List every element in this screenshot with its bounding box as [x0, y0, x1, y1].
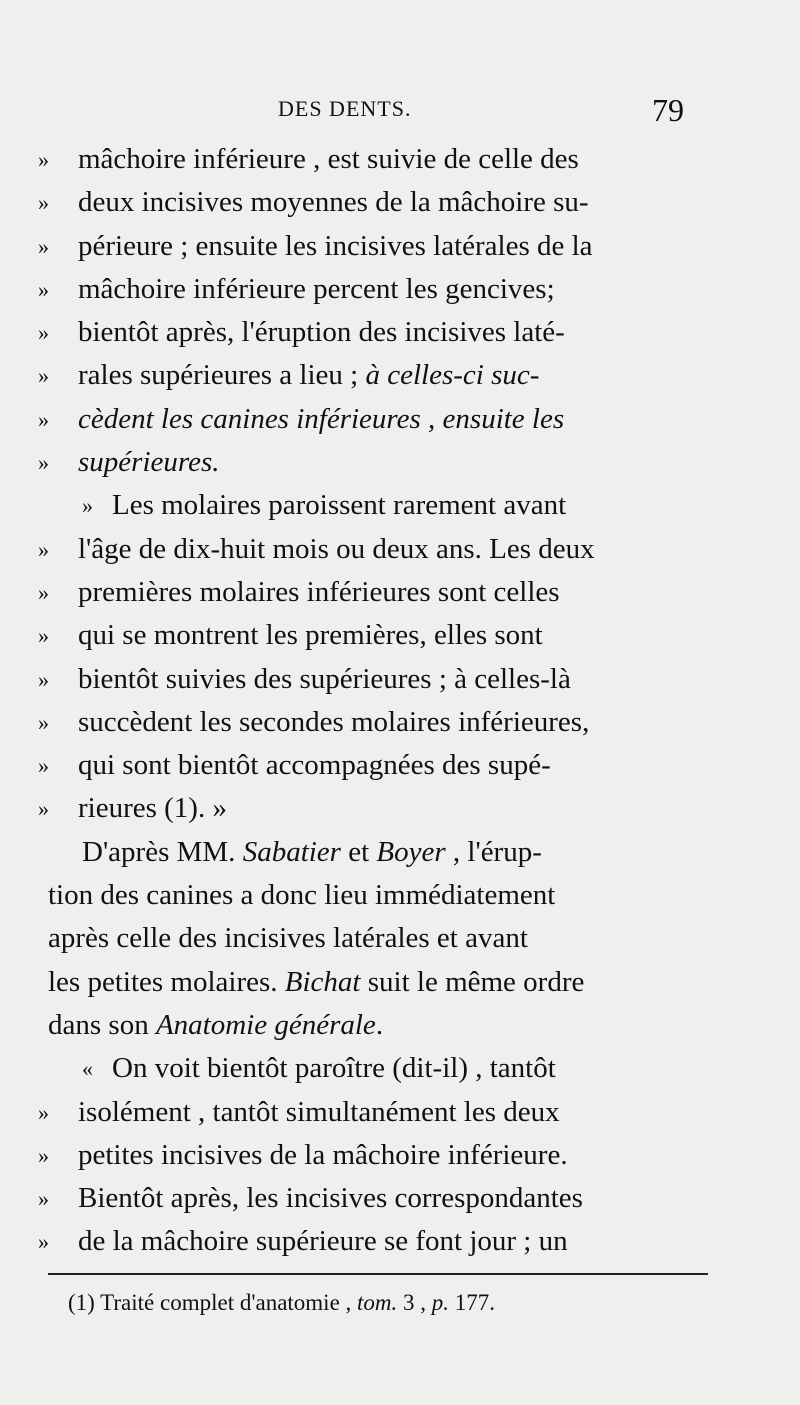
footnote — [68, 1290, 495, 1316]
text-segment: suit le même ordre — [360, 965, 585, 998]
footnote-suffix: 177. — [449, 1290, 496, 1315]
text-line — [0, 1047, 800, 1090]
text-segment: et — [340, 835, 377, 868]
line-text — [112, 484, 566, 527]
italic-segment: Bichat — [284, 965, 361, 998]
line-text — [78, 744, 551, 787]
footnote-rule — [48, 1273, 708, 1275]
text-line — [0, 787, 800, 830]
page-number: 79 — [652, 92, 684, 128]
text-segment: Bientôt après, les incisives correspondantes — [78, 1182, 583, 1215]
text-line — [0, 484, 800, 527]
running-head — [0, 92, 800, 132]
text-segment: . — [375, 1008, 384, 1041]
line-text — [78, 528, 595, 571]
text-line — [0, 138, 800, 181]
text-segment: deux incisives moyennes de la mâchoire su- — [78, 186, 589, 219]
line-text — [82, 831, 542, 874]
quote-mark: » — [38, 1142, 49, 1168]
quote-mark: » — [82, 493, 93, 519]
text-line — [0, 1134, 800, 1177]
quote-mark: » — [38, 753, 49, 779]
quote-mark: » — [38, 276, 49, 302]
italic-segment: à celles-ci suc- — [365, 359, 540, 392]
footnote-tom: tom. — [357, 1290, 398, 1315]
line-text — [78, 441, 220, 484]
line-text — [48, 917, 528, 960]
text-segment: petites incisives de la mâchoire inférieure. — [78, 1138, 568, 1171]
quote-mark: » — [38, 666, 49, 692]
line-text — [78, 658, 571, 701]
text-segment: mâchoire inférieure percent les gencives; — [78, 272, 555, 305]
text-segment: mâchoire inférieure , est suivie de celle des — [78, 143, 579, 175]
text-segment: après celle des incisives latérales et avant — [48, 922, 528, 955]
text-line — [0, 441, 800, 484]
line-text — [78, 787, 227, 830]
line-text — [48, 1004, 383, 1047]
text-segment: Les molaires paroissent rarement avant — [112, 489, 567, 522]
line-text — [78, 398, 564, 441]
quote-mark: » — [38, 320, 49, 346]
text-segment: succèdent les secondes molaires inférieures, — [78, 705, 590, 738]
running-title: DES DENTS. — [278, 96, 412, 121]
line-text — [78, 225, 593, 268]
quote-mark: » — [38, 536, 49, 562]
text-line — [0, 701, 800, 744]
line-text — [78, 268, 555, 311]
quote-mark: » — [38, 190, 49, 216]
line-text — [78, 1091, 560, 1134]
italic-segment: Anatomie générale — [155, 1008, 376, 1041]
text-segment: qui se montrent les premières, elles sont — [78, 619, 543, 652]
footnote-p: p. — [431, 1290, 450, 1315]
line-text — [78, 1134, 568, 1177]
footnote-prefix: (1) Traité complet d'anatomie , — [68, 1290, 358, 1315]
text-segment: les petites molaires. — [48, 965, 285, 998]
text-segment: de la mâchoire supérieure se font jour ; un — [78, 1225, 568, 1258]
text-line — [0, 744, 800, 787]
quote-mark: » — [38, 579, 49, 605]
text-line — [0, 181, 800, 224]
italic-segment: cèdent les canines inférieures , ensuite les — [78, 402, 565, 435]
text-line — [0, 1220, 800, 1263]
text-line — [0, 831, 800, 874]
text-line — [0, 961, 800, 1004]
text-line — [0, 1091, 800, 1134]
text-segment: tion des canines a donc lieu immédiatement — [48, 879, 556, 912]
quote-mark: » — [38, 450, 49, 476]
text-line — [0, 311, 800, 354]
text-line — [0, 354, 800, 397]
quote-mark: » — [38, 406, 49, 432]
text-segment: périeure ; ensuite les incisives latérales de la — [78, 229, 593, 262]
text-segment: qui sont bientôt accompagnées des supé- — [78, 749, 551, 782]
line-text — [78, 1177, 583, 1220]
text-segment: isolément , tantôt simultanément les deux — [78, 1095, 560, 1128]
footnote-mid: 3 , — [397, 1290, 432, 1315]
line-text — [78, 354, 539, 397]
quote-mark: » — [38, 147, 49, 172]
line-text — [78, 138, 579, 181]
line-text — [78, 701, 589, 744]
italic-segment: Boyer — [376, 835, 446, 868]
text-line — [0, 571, 800, 614]
quote-mark: « — [82, 1056, 93, 1082]
text-line — [0, 614, 800, 657]
line-text — [48, 961, 584, 1004]
text-line — [0, 1177, 800, 1220]
text-segment: dans son — [48, 1008, 156, 1041]
text-line — [0, 528, 800, 571]
text-line — [0, 398, 800, 441]
quote-mark: » — [38, 796, 49, 822]
text-line — [0, 917, 800, 960]
quote-mark: » — [38, 1099, 49, 1125]
italic-segment: supérieures. — [78, 446, 220, 479]
text-segment: l'âge de dix-huit mois ou deux ans. Les deux — [78, 532, 595, 565]
quote-mark: » — [38, 623, 49, 649]
quote-mark: » — [38, 709, 49, 735]
text-segment: bientôt après, l'éruption des incisives laté- — [78, 316, 565, 349]
body-text — [0, 138, 800, 1264]
line-text — [48, 874, 555, 917]
text-line — [0, 268, 800, 311]
quote-mark: » — [38, 233, 49, 259]
line-text — [78, 311, 565, 354]
text-line — [0, 225, 800, 268]
line-text — [78, 181, 589, 224]
text-segment: D'après MM. — [82, 835, 243, 868]
text-segment: rales supérieures a lieu ; — [78, 359, 366, 392]
text-segment: On voit bientôt paroître (dit-il) , tantôt — [112, 1052, 556, 1085]
text-segment: rieures (1). » — [78, 792, 227, 825]
line-text — [78, 1220, 568, 1263]
line-text — [112, 1047, 556, 1090]
text-segment: bientôt suivies des supérieures ; à celles-là — [78, 662, 571, 695]
text-line — [0, 874, 800, 917]
text-line — [0, 658, 800, 701]
text-line — [0, 1004, 800, 1047]
text-segment: , l'érup- — [445, 835, 542, 868]
quote-mark: » — [38, 1186, 49, 1212]
quote-mark: » — [38, 363, 49, 389]
line-text — [78, 571, 560, 614]
quote-mark: » — [38, 1229, 49, 1255]
text-segment: premières molaires inférieures sont celles — [78, 575, 560, 608]
line-text — [78, 614, 543, 657]
italic-segment: Sabatier — [242, 835, 341, 868]
